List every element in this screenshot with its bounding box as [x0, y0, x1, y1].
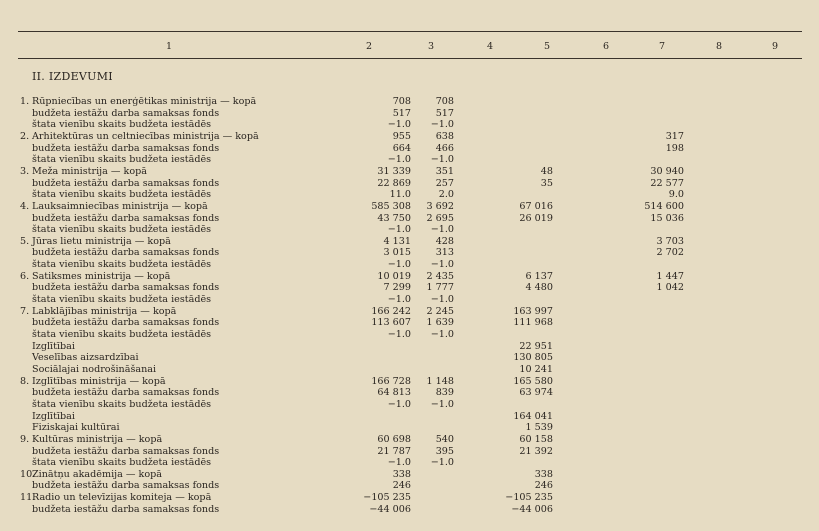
value-column-5: 48 — [540, 165, 553, 177]
value-column-3: 2.0 — [438, 189, 454, 201]
value-column-3: −1.0 — [430, 329, 454, 340]
table-row — [0, 504, 819, 516]
table-row — [0, 154, 819, 166]
value-column-7: 198 — [665, 142, 684, 154]
row-label: Fiziskajai kultūrai — [32, 422, 120, 434]
value-column-2: −1.0 — [387, 329, 411, 340]
row-number: 10. — [20, 468, 36, 480]
table-row — [0, 224, 819, 236]
table-row — [0, 282, 819, 294]
value-column-5: 246 — [534, 480, 553, 492]
value-column-2: −1.0 — [387, 154, 411, 166]
value-column-3: −1.0 — [430, 294, 454, 306]
value-column-2: 113 607 — [371, 317, 411, 329]
row-label: Izglītības ministrija — kopā — [32, 375, 166, 387]
value-column-5: 1 539 — [525, 422, 553, 434]
value-column-5: 165 580 — [513, 375, 553, 387]
row-label: budžeta iestāžu darba samaksas fonds — [32, 247, 220, 259]
row-label: budžeta iestāžu darba samaksas fonds — [32, 387, 220, 399]
table-row — [0, 317, 819, 329]
value-column-2: 10 019 — [377, 270, 411, 282]
value-column-7: 2 702 — [656, 247, 684, 259]
table-row — [0, 422, 819, 434]
row-label: Jūras lietu ministrija — kopā — [32, 235, 171, 247]
value-column-2: −1.0 — [387, 119, 411, 131]
row-label: budžeta iestāžu darba samaksas fonds — [32, 177, 220, 189]
value-column-2: 166 728 — [371, 375, 411, 387]
value-column-3: 517 — [435, 107, 454, 119]
value-column-5: 63 974 — [519, 387, 553, 399]
row-number: 4. — [20, 200, 30, 212]
value-column-2: −1.0 — [387, 398, 411, 410]
row-label: budžeta iestāžu darba samaksas fonds — [32, 317, 220, 329]
table-row — [0, 201, 819, 213]
table-row — [0, 119, 819, 131]
value-column-2: 3 015 — [383, 247, 411, 259]
row-label: Veselības aizsardzībai — [32, 352, 139, 364]
row-label: Izglītībai — [32, 340, 75, 352]
table-row — [0, 480, 819, 492]
row-label: Radio un televīzijas komiteja — kopā — [32, 492, 212, 504]
value-column-5: 4 480 — [525, 282, 553, 294]
table-row — [0, 143, 819, 155]
column-header-4: 4 — [487, 41, 494, 52]
row-label: Izglītībai — [32, 410, 75, 422]
table-row — [0, 306, 819, 318]
row-label: štata vienību skaits budžeta iestādēs — [32, 294, 212, 306]
row-number: 11. — [20, 492, 36, 504]
table-row — [0, 341, 819, 353]
value-column-2: −1.0 — [387, 224, 411, 236]
value-column-3: 1 148 — [426, 375, 454, 387]
value-column-5: 10 241 — [519, 363, 553, 375]
column-header-7: 7 — [659, 41, 666, 52]
value-column-3: 2 435 — [426, 270, 454, 282]
value-column-3: 395 — [435, 445, 454, 457]
table-row — [0, 259, 819, 271]
table-row — [0, 213, 819, 225]
value-column-2: 60 698 — [377, 433, 411, 445]
value-column-7: 15 036 — [650, 212, 684, 224]
value-column-2: 21 787 — [377, 445, 411, 457]
table-row — [0, 387, 819, 399]
row-label: Arhitektūras un celtniecības ministrija — kopā — [32, 130, 259, 142]
value-column-5: 6 137 — [525, 270, 553, 282]
row-label: štata vienību skaits budžeta iestādēs — [32, 259, 212, 271]
column-header-6: 6 — [603, 41, 610, 52]
value-column-3: 1 639 — [426, 317, 454, 329]
row-label: budžeta iestāžu darba samaksas fonds — [32, 107, 220, 119]
table-row — [0, 108, 819, 120]
value-column-5: 163 997 — [513, 305, 553, 317]
value-column-7: 22 577 — [650, 177, 684, 189]
value-column-2: 7 299 — [383, 282, 411, 294]
value-column-3: −1.0 — [430, 398, 454, 410]
value-column-7: 9.0 — [668, 189, 684, 201]
value-column-3: 428 — [435, 235, 454, 247]
value-column-5: −105 235 — [505, 492, 553, 504]
table-row — [0, 492, 819, 504]
column-header-8: 8 — [716, 41, 723, 52]
value-column-2: 166 242 — [371, 305, 411, 317]
column-header-1: 1 — [166, 41, 173, 52]
value-column-5: 67 016 — [519, 200, 553, 212]
value-column-5: 26 019 — [519, 212, 553, 224]
value-column-3: 708 — [435, 96, 454, 107]
value-column-5: 60 158 — [519, 433, 553, 445]
value-column-2: 4 131 — [383, 235, 411, 247]
value-column-7: 3 703 — [656, 235, 684, 247]
value-column-2: 955 — [392, 130, 411, 142]
value-column-3: −1.0 — [430, 119, 454, 131]
column-header-3: 3 — [428, 41, 435, 52]
row-label: štata vienību skaits budžeta iestādēs — [32, 398, 212, 410]
header-top-rule — [18, 31, 802, 32]
value-column-5: −44 006 — [511, 503, 553, 515]
value-column-5: 130 805 — [513, 352, 553, 364]
value-column-3: 1 777 — [426, 282, 454, 294]
value-column-7: 317 — [665, 130, 684, 142]
value-column-3: 638 — [435, 130, 454, 142]
value-column-7: 514 600 — [644, 200, 684, 212]
row-number: 7. — [20, 305, 30, 317]
table-row — [0, 271, 819, 283]
value-column-5: 35 — [540, 177, 553, 189]
value-column-3: 313 — [435, 247, 454, 259]
value-column-2: 43 750 — [377, 212, 411, 224]
table-row — [0, 469, 819, 481]
value-column-2: 585 308 — [371, 200, 411, 212]
header-bottom-rule — [18, 58, 802, 59]
value-column-2: 31 339 — [377, 165, 411, 177]
value-column-2: −44 006 — [369, 503, 411, 515]
table-row — [0, 446, 819, 458]
row-label: štata vienību skaits budžeta iestādēs — [32, 189, 212, 201]
value-column-2: −1.0 — [387, 259, 411, 271]
row-label: budžeta iestāžu darba samaksas fonds — [32, 480, 220, 492]
value-column-2: 64 813 — [377, 387, 411, 399]
value-column-3: 466 — [435, 142, 454, 154]
table-row — [0, 131, 819, 143]
value-column-5: 338 — [534, 468, 553, 480]
row-label: štata vienību skaits budžeta iestādēs — [32, 329, 212, 340]
value-column-5: 22 951 — [519, 340, 553, 352]
row-label: štata vienību skaits budžeta iestādēs — [32, 119, 212, 131]
value-column-3: 3 692 — [426, 200, 454, 212]
table-row — [0, 189, 819, 201]
row-label: budžeta iestāžu darba samaksas fonds — [32, 445, 220, 457]
table-row — [0, 434, 819, 446]
row-label: štata vienību skaits budžeta iestādēs — [32, 224, 212, 236]
value-column-2: 22 869 — [377, 177, 411, 189]
row-label: budžeta iestāžu darba samaksas fonds — [32, 142, 220, 154]
value-column-5: 21 392 — [519, 445, 553, 457]
row-number: 6. — [20, 270, 30, 282]
row-label: štata vienību skaits budžeta iestādēs — [32, 457, 212, 469]
table-row — [0, 247, 819, 259]
row-number: 3. — [20, 165, 30, 177]
table-row — [0, 399, 819, 411]
value-column-2: −105 235 — [363, 492, 411, 504]
value-column-7: 30 940 — [650, 165, 684, 177]
row-label: budžeta iestāžu darba samaksas fonds — [32, 282, 220, 294]
row-label: Kultūras ministrija — kopā — [32, 433, 163, 445]
value-column-2: 517 — [392, 107, 411, 119]
value-column-3: 2 245 — [426, 305, 454, 317]
value-column-2: 246 — [392, 480, 411, 492]
column-header-9: 9 — [772, 41, 779, 52]
row-label: Lauksaimniecības ministrija — kopā — [32, 200, 208, 212]
row-number: 9. — [20, 433, 30, 445]
value-column-3: 839 — [435, 387, 454, 399]
table-row — [0, 364, 819, 376]
table-row — [0, 294, 819, 306]
row-number: 1. — [20, 96, 30, 107]
value-column-7: 1 042 — [656, 282, 684, 294]
row-label: Labklājības ministrija — kopā — [32, 305, 177, 317]
row-label: Meža ministrija — kopā — [32, 165, 148, 177]
row-number: 2. — [20, 130, 30, 142]
value-column-5: 164 041 — [513, 410, 553, 422]
value-column-2: −1.0 — [387, 294, 411, 306]
row-label: štata vienību skaits budžeta iestādēs — [32, 154, 212, 166]
section-title: II. IZDEVUMI — [32, 70, 113, 83]
value-column-3: −1.0 — [430, 154, 454, 166]
row-label: Satiksmes ministrija — kopā — [32, 270, 171, 282]
table-row — [0, 96, 819, 108]
value-column-3: −1.0 — [430, 457, 454, 469]
value-column-2: 664 — [392, 142, 411, 154]
column-header-2: 2 — [366, 41, 373, 52]
table-row — [0, 329, 819, 341]
table-row — [0, 166, 819, 178]
value-column-3: 2 695 — [426, 212, 454, 224]
row-label: Zinātņu akadēmija — kopā — [32, 468, 162, 480]
value-column-3: −1.0 — [430, 259, 454, 271]
table-row — [0, 236, 819, 248]
row-number: 8. — [20, 375, 30, 387]
value-column-3: 351 — [435, 165, 454, 177]
value-column-7: 1 447 — [656, 270, 684, 282]
value-column-3: 540 — [435, 433, 454, 445]
value-column-2: 338 — [392, 468, 411, 480]
value-column-5: 111 968 — [513, 317, 553, 329]
value-column-2: −1.0 — [387, 457, 411, 469]
value-column-3: 257 — [435, 177, 454, 189]
row-number: 5. — [20, 235, 30, 247]
row-label: Rūpniecības un enerģētikas ministrija — kopā — [32, 96, 257, 107]
table-row — [0, 411, 819, 423]
row-label: budžeta iestāžu darba samaksas fonds — [32, 212, 220, 224]
table-row — [0, 178, 819, 190]
value-column-3: −1.0 — [430, 224, 454, 236]
table-row — [0, 457, 819, 469]
table-row — [0, 352, 819, 364]
column-header-5: 5 — [544, 41, 551, 52]
value-column-2: 708 — [392, 96, 411, 107]
table-row — [0, 376, 819, 388]
row-label: Sociālajai nodrošināšanai — [32, 363, 157, 375]
row-label: budžeta iestāžu darba samaksas fonds — [32, 503, 220, 515]
value-column-2: 11.0 — [389, 189, 411, 201]
